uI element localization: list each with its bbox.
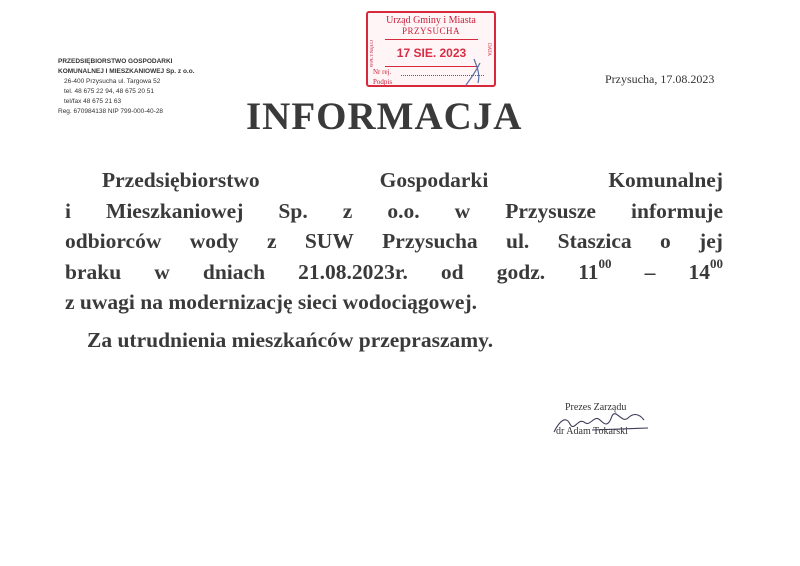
company-address: 26-400 Przysucha ul. Targowa 52 — [64, 78, 161, 85]
word: godz. — [496, 259, 546, 284]
word: informuje — [631, 198, 723, 223]
word: ul. — [506, 229, 530, 253]
word: Gospodarki — [379, 168, 489, 192]
company-fax: tel/fax 48 675 21 63 — [64, 98, 122, 105]
word: SUW — [304, 229, 354, 253]
word: od — [440, 259, 464, 284]
word: Komunalnej — [608, 168, 723, 192]
company-name-line1: PRZEDSIĘBIORSTWO GOSPODARKI — [58, 58, 173, 65]
time-dash: – — [644, 259, 656, 284]
place-and-date: Przysucha, 17.08.2023 — [605, 72, 715, 86]
word: Sp. — [278, 198, 308, 223]
word: o — [659, 229, 671, 253]
word: Przedsiębiorstwo — [102, 168, 260, 192]
signature-block — [552, 402, 662, 440]
apology-line: Za utrudnienia mieszkańców przepraszamy. — [87, 328, 494, 352]
end-time — [688, 257, 723, 288]
word: i — [65, 198, 71, 223]
start-time — [578, 257, 611, 288]
word: odbiorców — [65, 229, 162, 253]
word: w — [154, 259, 170, 284]
receipt-stamp — [366, 11, 496, 87]
word: jej — [699, 229, 723, 253]
word: braku — [65, 259, 122, 284]
body-line-1 — [65, 165, 723, 196]
body-line-3 — [65, 226, 723, 257]
end-hour: 14 — [688, 259, 710, 284]
end-minutes: 00 — [709, 256, 723, 272]
start-hour: 11 — [578, 259, 599, 284]
signatory-name: dr Adam Tokarski — [556, 426, 628, 437]
announcement-body — [65, 165, 723, 318]
stamp-initials-scribble — [368, 13, 498, 89]
stamp-town: PRZYSUCHA — [401, 26, 460, 36]
signatory-role: Prezes Zarządu — [565, 402, 627, 413]
start-minutes: 00 — [598, 256, 612, 272]
word: Staszica — [557, 229, 632, 253]
company-name-line2: KOMUNALNEJ I MIESZKANIOWEJ Sp. z o.o. — [58, 68, 195, 75]
word: wody — [189, 229, 239, 253]
word: w — [454, 198, 471, 223]
document-title: INFORMACJA — [246, 95, 523, 138]
word: Przysucha — [382, 229, 478, 253]
word: dniach — [202, 259, 266, 284]
stamp-office: Urząd Gminy i Miasta — [386, 15, 476, 26]
body-line-4 — [65, 257, 723, 288]
word: Mieszkaniowej — [106, 198, 244, 223]
stamp-date: 17 SIE. 2023 — [385, 39, 478, 67]
company-phone: tel. 48 675 22 94, 48 675 20 51 — [64, 88, 154, 95]
company-registration: Reg. 670984138 NIP 799-000-40-28 — [58, 108, 164, 115]
word: o.o. — [387, 198, 420, 223]
stamp-nr-label: Nr rej. — [373, 68, 392, 76]
outage-date: 21.08.2023r. — [298, 259, 408, 284]
body-line-2 — [65, 196, 723, 227]
body-line-5: z uwagi na modernizację sieci wodociągowej. — [65, 290, 478, 314]
word: z — [266, 229, 277, 253]
stamp-side-right: DATA — [486, 43, 491, 56]
word: Przysusze — [505, 198, 596, 223]
stamp-sign-label: Podpis — [373, 78, 393, 86]
stamp-side-left: WPŁYNĘŁO — [370, 40, 375, 68]
company-header — [58, 57, 208, 117]
word: z — [342, 198, 353, 223]
